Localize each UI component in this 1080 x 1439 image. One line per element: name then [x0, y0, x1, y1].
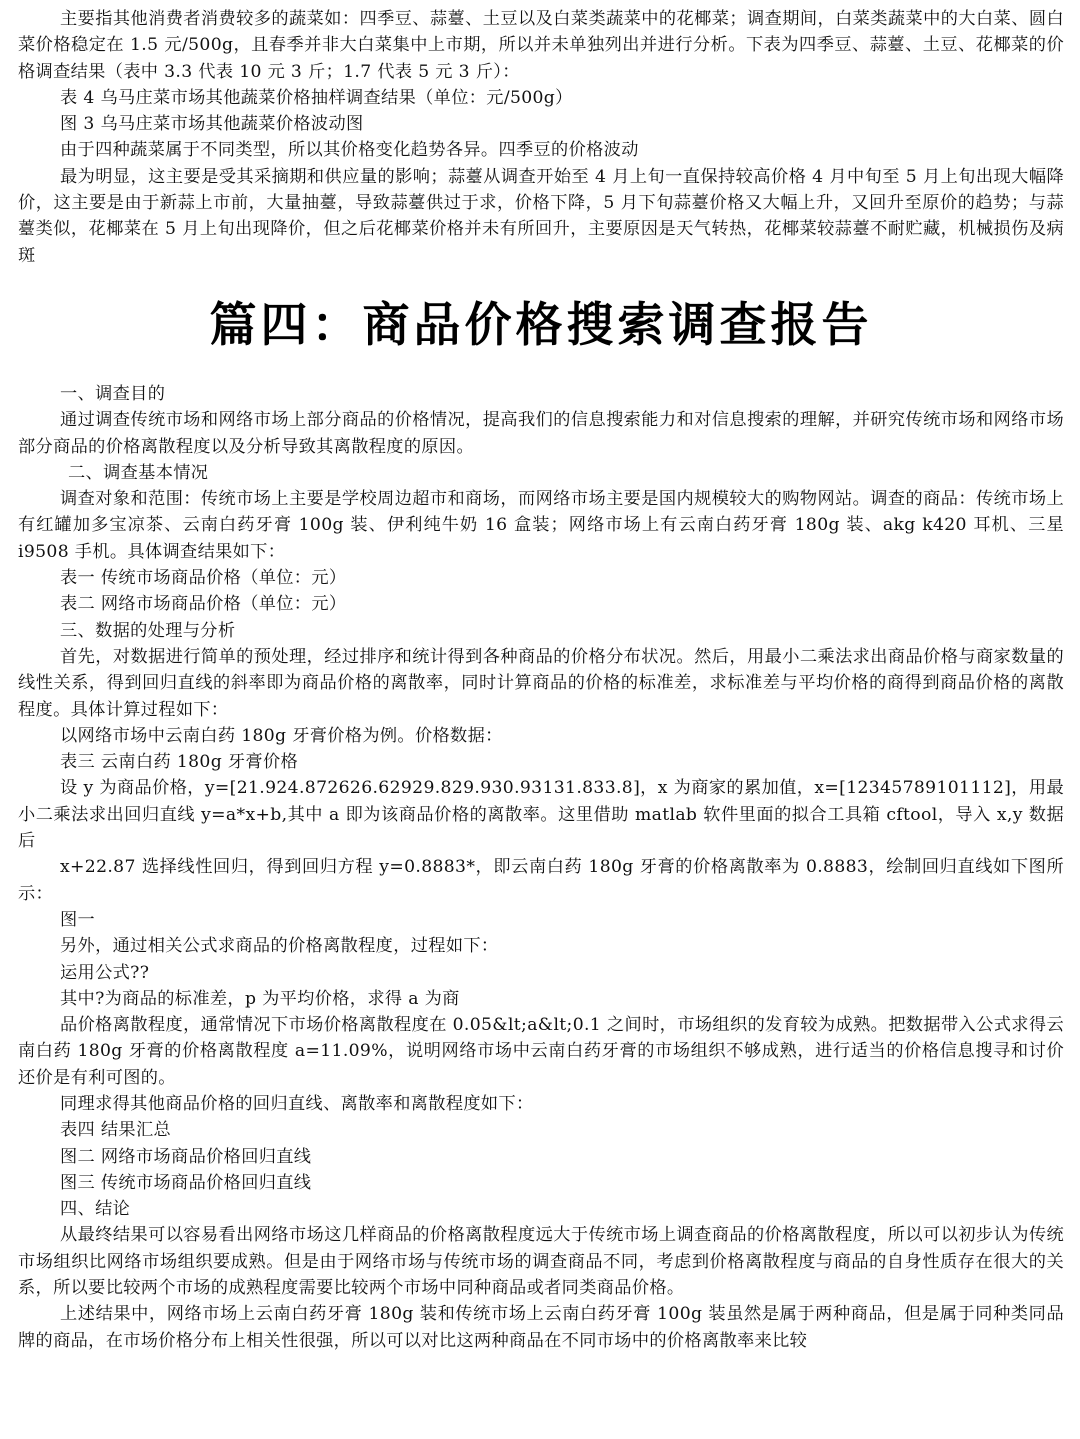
section-heading: 二、调查基本情况 — [68, 462, 209, 483]
paragraph: 其中?为商品的标准差，p 为平均价格，求得 a 为商 — [60, 988, 460, 1009]
paragraph: 设 y 为商品价格，y=[21.924.872626.62929.829.930.93131.833.8]，x 为商家的累加值，x=[12345789101112]，用最小二乘法求出回归直线 y=a*x+b,其中 a 即为该商品价格的离散率。这里借助 matlab 软件里面的拟合工具箱 cftool，导入 x,y 数据后 — [18, 778, 1064, 852]
paragraph: 以网络市场中云南白药 180g 牙膏价格为例。价格数据： — [60, 725, 503, 746]
paragraph: 上述结果中，网络市场上云南白药牙膏 180g 装和传统市场上云南白药牙膏 100g 装虽然是属于两种商品，但是属于同种类同品牌的商品，在市场价格分布上相关性很强，所以可以对比这两种商品在不同市场中的价格离散率来比较 — [18, 1304, 1064, 1351]
table-caption: 表一 传统市场商品价格（单位：元） — [60, 568, 347, 589]
paragraph: 另外，通过相关公式求商品的价格离散程度，过程如下： — [60, 936, 499, 957]
section-heading: 一、调查目的 — [60, 383, 166, 404]
section-heading: 四、结论 — [60, 1199, 131, 1220]
paragraph: x+22.87 选择线性回归，得到回归方程 y=0.8883*，即云南白药 180g 牙膏的价格离散率为 0.8883，绘制回归直线如下图所示： — [18, 857, 1064, 904]
page-title: 篇四：商品价格搜索调查报告 — [209, 297, 873, 353]
paragraph: 最为明显，这主要是受其采摘期和供应量的影响；蒜薹从调查开始至 4 月上旬一直保持较高价格 4 月中旬至 5 月上旬出现大幅降价，这主要是由于新蒜上市前，大量抽薹，导致蒜薹供过于求，价格下降，5 月下旬蒜薹价格又大幅上升，又回升至原价的趋势；与蒜薹类似，花椰菜在 5 月上旬出现降价，但之后花椰菜价格并未有所回升，主要原因是天气转热，花椰菜较蒜薹不耐贮藏，机械损伤及病斑 — [18, 166, 1064, 266]
paragraph: 通过调查传统市场和网络市场上部分商品的价格情况，提高我们的信息搜索能力和对信息搜索的理解，并研究传统市场和网络市场部分商品的价格离散程度以及分析导致其离散程度的原因。 — [18, 410, 1064, 457]
section-heading: 三、数据的处理与分析 — [60, 620, 236, 641]
figure-caption: 图三 传统市场商品价格回归直线 — [60, 1172, 312, 1193]
paragraph: 品价格离散程度，通常情况下市场价格离散程度在 0.05&lt;a&lt;0.1 之间时，市场组织的发育较为成熟。把数据带入公式求得云南白药 180g 牙膏的价格离散程度 a=11.09%，说明网络市场中云南白药牙膏的市场组织不够成熟，进行适当的价格信息搜寻和讨价还价是有利可图的。 — [18, 1015, 1064, 1088]
paragraph: 调查对象和范围：传统市场上主要是学校周边超市和商场，而网络市场主要是国内规模较大的购物网站。调查的商品：传统市场上有红罐加多宝凉茶、云南白药牙膏 100g 装、伊利纯牛奶 16 盒装；网络市场上有云南白药牙膏 180g 装、akg k420 耳机、三星 i9508 手机。具体调查结果如下： — [18, 489, 1064, 562]
figure-caption: 图二 网络市场商品价格回归直线 — [60, 1146, 312, 1167]
paragraph: 从最终结果可以容易看出网络市场这几样商品的价格离散程度远大于传统市场上调查商品的价格离散程度，所以可以初步认为传统市场组织比网络市场组织要成熟。但是由于网络市场与传统市场的调查商品不同，考虑到价格离散程度与商品的自身性质存在很大的关系，所以要比较两个市场的成熟程度需要比较两个市场中同种商品或者同类商品价格。 — [18, 1225, 1064, 1299]
paragraph: 同理求得其他商品价格的回归直线、离散率和离散程度如下： — [60, 1093, 534, 1114]
table-caption: 表二 网络市场商品价格（单位：元） — [60, 594, 347, 615]
table-caption: 表三 云南白药 180g 牙膏价格 — [60, 752, 299, 773]
paragraph: 主要指其他消费者消费较多的蔬菜如：四季豆、蒜薹、土豆以及白菜类蔬菜中的花椰菜；调查期间，白菜类蔬菜中的大白菜、圆白菜价格稳定在 1.5 元/500g，且春季并非大白菜集中上市期，所以并未单独列出并进行分析。下表为四季豆、蒜薹、土豆、花椰菜的价格调查结果（表中 3.3 代表 10 元 3 斤；1.7 代表 5 元 3 斤）： — [18, 9, 1064, 82]
figure-caption: 图 3 乌马庄菜市场其他蔬菜价格波动图 — [60, 114, 364, 135]
paragraph: 运用公式?? — [60, 962, 150, 983]
paragraph: 由于四种蔬菜属于不同类型，所以其价格变化趋势各异。四季豆的价格波动 — [60, 140, 639, 161]
table-caption: 表四 结果汇总 — [60, 1120, 172, 1141]
table-caption: 表 4 乌马庄菜市场其他蔬菜价格抽样调查结果（单位：元/500g） — [60, 87, 573, 108]
figure-caption: 图一 — [60, 909, 96, 930]
paragraph: 首先，对数据进行简单的预处理，经过排序和统计得到各种商品的价格分布状况。然后，用最小二乘法求出商品价格与商家数量的线性关系，得到回归直线的斜率即为商品价格的离散率，同时计算商品的价格的标准差，求标准差与平均价格的商得到商品价格的离散程度。具体计算过程如下： — [18, 646, 1064, 720]
